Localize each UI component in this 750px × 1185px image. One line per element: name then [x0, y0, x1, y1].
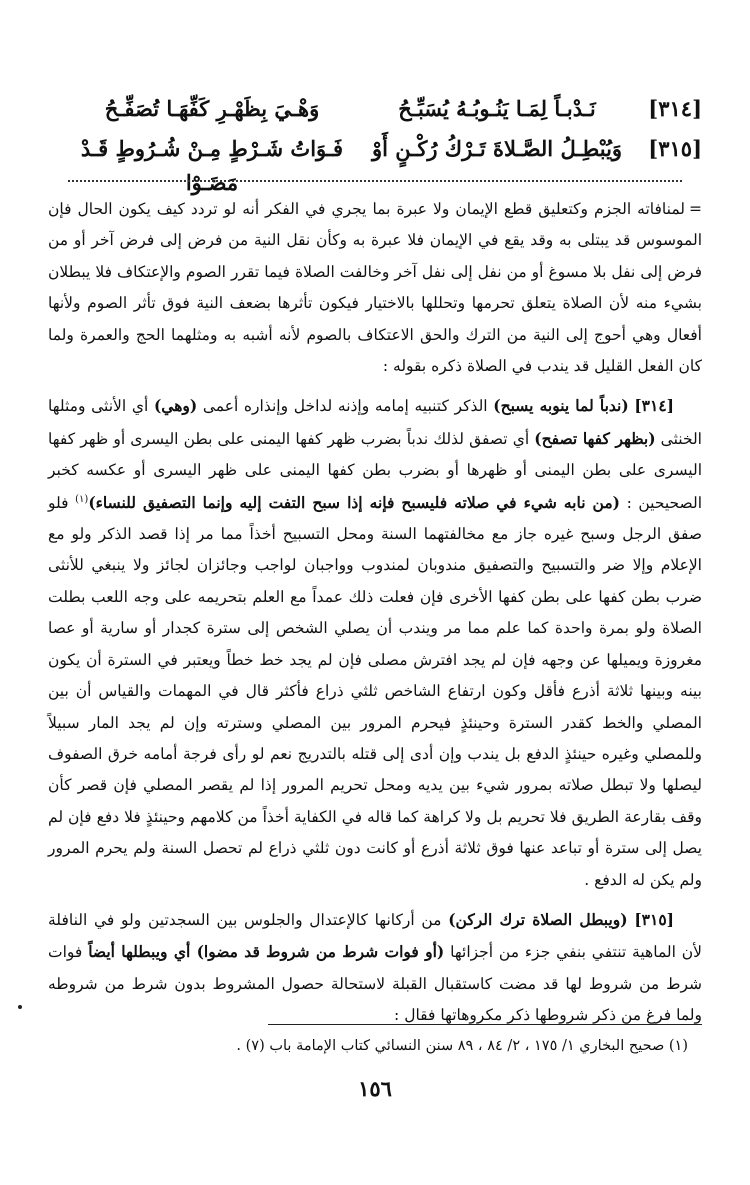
verse-number: [٣١٤]: [648, 96, 702, 121]
verse-315: [48, 132, 702, 200]
verse-second-hemistich: فَـوَاتُ شَـرْطٍ مِـنْ شُـرُوطٍ قَـدْ مَضَـوْا: [80, 136, 344, 195]
verse-ref-number: [٣١٥]: [634, 909, 674, 929]
verse-314: [48, 92, 702, 126]
footnote-rule: [268, 1024, 702, 1025]
verse-block: [48, 92, 702, 206]
book-page: [48, 0, 702, 1185]
dotted-separator: [68, 180, 682, 182]
footnote-ref: (١): [75, 493, 89, 505]
quoted-verse: (وهي): [153, 396, 198, 416]
verse-first-hemistich: نَـدْبـاً لِمَـا يَنُـوبُـهُ يُسَبِّـحُ: [398, 96, 596, 121]
quoted-verse: (ويبطل الصلاة ترك الركن): [448, 909, 628, 929]
commentary-bold: أي ويبطلها أيضاً: [88, 942, 197, 962]
commentary: أي الأنثى ومثلها الخنثى: [48, 397, 702, 448]
commentary: فلو صفق الرجل وسبح غيره جاز مع مخالفتهما السنة ومحل التسبيح أخذاً مما مر إذا قصد الذكر ولو مع الإعلام وإلا ضر والتسبيح والتصفيق مندوبان لمندوب وواجبان لواجب وجائزان لجائز ولا ينبغي للأنثى ضرب بطن كفها على بطن كفها الأخرى فإن فعلت ذلك عمداً مع العلم بتحريمه على وجه اللعب بطلت الصلاة ولو بمرة واحدة كما علم مما مر ويندب أن يصلي الشخص إلى سترة كجدار أو سارية أو عصا مغروزة ويميلها عن وجهه فإن لم يجد افترش مصلى فإن لم يجد خط خطاً ويعتبر في السترة أن يكون بينه وبينها ثلاثة أذرع فأقل وكون ارتفاع الشاخص ثلثي ذراع فأكثر قال في المهمات والقياس أن بين المصلي والخط كقدر السترة وحينئذٍ فيحرم المرور بين المصلي وسترته وإن لم يجد المار سبيلاً وللمصلي وغيره حينئذٍ الدفع بل يندب وإن أدى إلى قتله بالتدريج نعم لو رأى فرجة أمامه خرق الصفوف ليصلها ولا تبطل صلاته بمرور شيء بين يديه ومحل تحريم المرور إذا لم يقصر المصلي فإن قصر كأن وقف بقارعة الطريق فلا تحريم بل ولا كراهة كما قاله في الكفاية أخذاً من كلامهم وحينئذٍ فلا دفع فإن لم يصل إلى سترة أو تباعد عنها فوق ثلاثة أذرع أو كانت دون ثلثي ذراع لم تحصل السنة ولم يحرم المرور ولم يكن له الدفع .: [48, 493, 702, 889]
page-number: ١٥٦: [358, 1076, 392, 1101]
hadith-quote: (من نابه شيء في صلاته فليسبح فإنه إذا سبح التفت إليه وإنما التصفيق للنساء): [88, 492, 620, 512]
commentary: من أركانها كالإعتدال والجلوس بين السجدتين ولو في النافلة لأن الماهية تنتفي بنفي جزء من أجزائها: [48, 910, 703, 962]
quoted-verse: (أو فوات شرط من شروط قد مضوا): [196, 942, 445, 962]
paragraph-314: [48, 390, 702, 896]
commentary-text: [48, 194, 702, 1032]
continuation-mark: =: [689, 200, 702, 218]
verse-second-hemistich: وَهْـيَ بِظَهْـرِ كَفِّهَـا تُصَفِّـحُ: [104, 96, 320, 121]
verse-first-hemistich: وَيُبْطِـلُ الصَّـلاةَ تَـرْكُ رُكْـنٍ أَوْ: [371, 136, 623, 161]
verse-ref-number: [٣١٤]: [634, 396, 674, 416]
margin-dot: [18, 1005, 22, 1009]
paragraph-315: [48, 904, 702, 1032]
paragraph-text: لمنافاته الجزم وكتعليق قطع الإيمان ولا عبرة بما يجري في الفكر أنه لو تردد كيف يكون الحال فإن الموسوس قد يبتلى به وقد يقع في الإيمان فلا عبرة به وكأن نقل النية من فرض إلى فرض آخر أو من فرض إلى نفل بلا مسوغ أو من نفل إلى نفل آخر وخالفت الصلاة فيما تقرر الصوم والإعتكاف فلا يبطلان بشيء منه لأن الصلاة يتعلق تحرمها وتحللها بالاختيار فيكون تأثرها بضعف النية فوق تأثر الصوم ولأنها أفعال وهي أحوج إلى النية من الترك والحق الاعتكاف بالصوم لأنه أشبه به ومثلهما الحج والعمرة ولما كان الفعل القليل قد يندب في الصلاة ذكره بقوله :: [48, 200, 702, 376]
quoted-verse: (بظهر كفها تصفح): [534, 428, 656, 448]
commentary: الذكر كتنبيه إمامه وإذنه لداخل وإنذاره أعمى: [197, 397, 494, 416]
commentary: فوات شرط من شروط لها قد مضت كاستقبال القبلة لاستحالة حصول المشروط بدون شرط من شروطه ولما فرغ من ذكر شروطها ذكر مكروهاتها فقال :: [48, 943, 702, 1025]
commentary: أي تصفق لذلك ندباً بضرب ظهر كفها اليمنى على بطن اليسرى أو ظهر كفها اليسرى على بطن اليمنى أو ظهرها أو بضرب بطن كفها اليمنى على ظهر اليسرى أو عكسه كخبر الصحيحين :: [48, 429, 702, 512]
paragraph-continuation: [48, 194, 702, 382]
verse-number: [٣١٥]: [648, 136, 702, 161]
footnote: (١) صحيح البخاري ١/ ١٧٥ ، ٢/ ٨٤ ، ٨٩ سنن النسائي كتاب الإمامة باب (٧) .: [236, 1038, 688, 1054]
quoted-verse: (ندباً لما ينوبه يسبح): [493, 396, 629, 416]
